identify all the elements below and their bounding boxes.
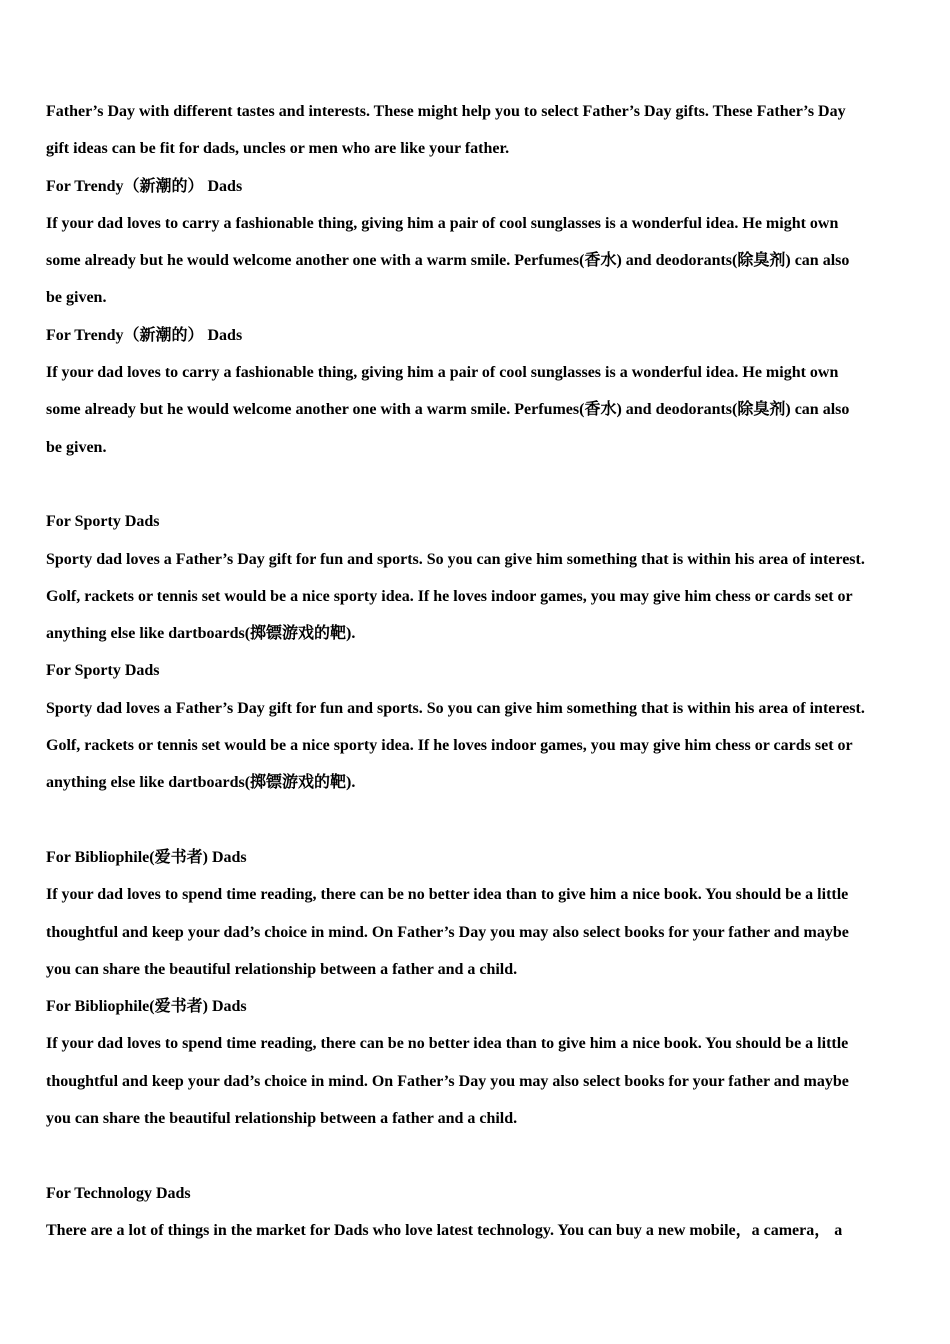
- paragraph-line: you can share the beautiful relationship between a father and a child.: [46, 960, 518, 978]
- section-heading-trendy: For Trendy（新潮的） Dads: [46, 177, 243, 195]
- blank-line: [46, 802, 908, 839]
- intro-line: gift ideas can be fit for dads, uncles or men who are like your father.: [46, 140, 510, 158]
- paragraph-line: Sporty dad loves a Father’s Day gift for fun and sports. So you can give him something that is within his area of interest.: [46, 699, 865, 717]
- paragraph-line: be given.: [46, 289, 107, 307]
- paragraph-line: There are a lot of things in the market for Dads who love latest technology. You can buy a new mobile，a camera， a: [46, 1221, 843, 1239]
- section-heading-sporty: For Sporty Dads: [46, 662, 160, 680]
- paragraph-line: Sporty dad loves a Father’s Day gift for fun and sports. So you can give him something that is within his area of interest.: [46, 550, 865, 568]
- section-heading-bibliophile: For Bibliophile(爱书者) Dads: [46, 848, 247, 866]
- paragraph-line: If your dad loves to carry a fashionable thing, giving him a pair of cool sunglasses is a wonderful idea. He might own: [46, 214, 839, 232]
- paragraph-line: some already but he would welcome another one with a warm smile. Perfumes(香水) and deodorants(除臭剂) can also: [46, 401, 850, 419]
- paragraph-line: be given.: [46, 438, 107, 456]
- section-heading-bibliophile: For Bibliophile(爱书者) Dads: [46, 998, 247, 1016]
- document-page: [46, 93, 908, 1249]
- paragraph-line: thoughtful and keep your dad’s choice in mind. On Father’s Day you may also select books for your father and maybe: [46, 923, 849, 941]
- paragraph-line: anything else like dartboards(掷镖游戏的靶).: [46, 625, 356, 643]
- paragraph-line: If your dad loves to spend time reading, there can be no better idea than to give him a nice book. You should be a little: [46, 886, 849, 904]
- paragraph-line: Golf, rackets or tennis set would be a nice sporty idea. If he loves indoor games, you may give him chess or cards set or: [46, 587, 853, 605]
- section-heading-sporty: For Sporty Dads: [46, 513, 160, 531]
- paragraph-line: thoughtful and keep your dad’s choice in mind. On Father’s Day you may also select books for your father and maybe: [46, 1072, 849, 1090]
- paragraph-line: If your dad loves to carry a fashionable thing, giving him a pair of cool sunglasses is a wonderful idea. He might own: [46, 364, 839, 382]
- blank-line: [46, 466, 908, 503]
- paragraph-line: anything else like dartboards(掷镖游戏的靶).: [46, 774, 356, 792]
- intro-line: Father’s Day with different tastes and interests. These might help you to select Father’s Day gifts. These Father’s Day: [46, 103, 846, 120]
- paragraph-line: Golf, rackets or tennis set would be a nice sporty idea. If he loves indoor games, you may give him chess or cards set or: [46, 737, 853, 755]
- blank-line: [46, 1137, 908, 1174]
- paragraph-line: If your dad loves to spend time reading, there can be no better idea than to give him a nice book. You should be a little: [46, 1035, 849, 1053]
- section-heading-trendy: For Trendy（新潮的） Dads: [46, 326, 243, 344]
- paragraph-line: some already but he would welcome another one with a warm smile. Perfumes(香水) and deodorants(除臭剂) can also: [46, 252, 850, 270]
- section-heading-technology: For Technology Dads: [46, 1184, 191, 1202]
- paragraph-line: you can share the beautiful relationship between a father and a child.: [46, 1110, 518, 1128]
